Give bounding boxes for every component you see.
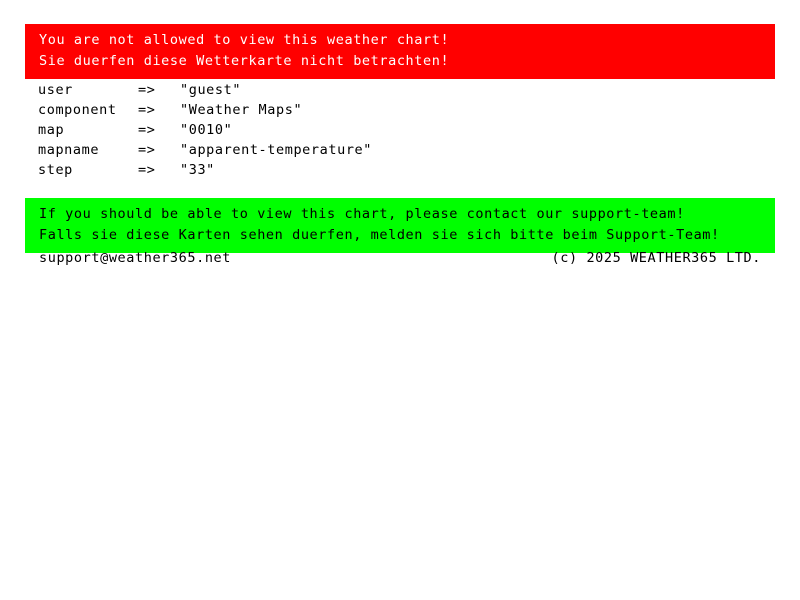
param-arrow: => <box>138 162 156 178</box>
param-key: user <box>38 82 73 98</box>
error-banner-line-de: Sie duerfen diese Wetterkarte nicht betrachten! <box>39 53 450 69</box>
support-email-link[interactable]: support@weather365.net <box>39 250 232 266</box>
param-value: "33" <box>180 162 215 178</box>
param-arrow: => <box>138 122 156 138</box>
parameter-table <box>38 80 372 180</box>
param-key: component <box>38 102 117 118</box>
param-value: "0010" <box>180 122 233 138</box>
copyright-text: (c) 2025 WEATHER365 LTD. <box>551 250 761 266</box>
param-value: "apparent-temperature" <box>180 142 373 158</box>
table-row <box>38 160 372 180</box>
param-key: mapname <box>38 142 100 158</box>
param-arrow: => <box>138 82 156 98</box>
table-row <box>38 100 372 120</box>
error-banner-line-en: You are not allowed to view this weather chart! <box>39 32 450 48</box>
table-row <box>38 140 372 160</box>
error-banner <box>25 24 775 79</box>
param-arrow: => <box>138 102 156 118</box>
footer <box>25 250 775 266</box>
info-banner <box>25 198 775 253</box>
param-key: step <box>38 162 73 178</box>
param-value: "guest" <box>180 82 242 98</box>
param-value: "Weather Maps" <box>180 102 303 118</box>
param-arrow: => <box>138 142 156 158</box>
table-row <box>38 120 372 140</box>
info-banner-line-de: Falls sie diese Karten sehen duerfen, melden sie sich bitte beim Support-Team! <box>39 227 720 243</box>
table-row <box>38 80 372 100</box>
param-key: map <box>38 122 65 138</box>
info-banner-line-en: If you should be able to view this chart, please contact our support-team! <box>39 206 685 222</box>
